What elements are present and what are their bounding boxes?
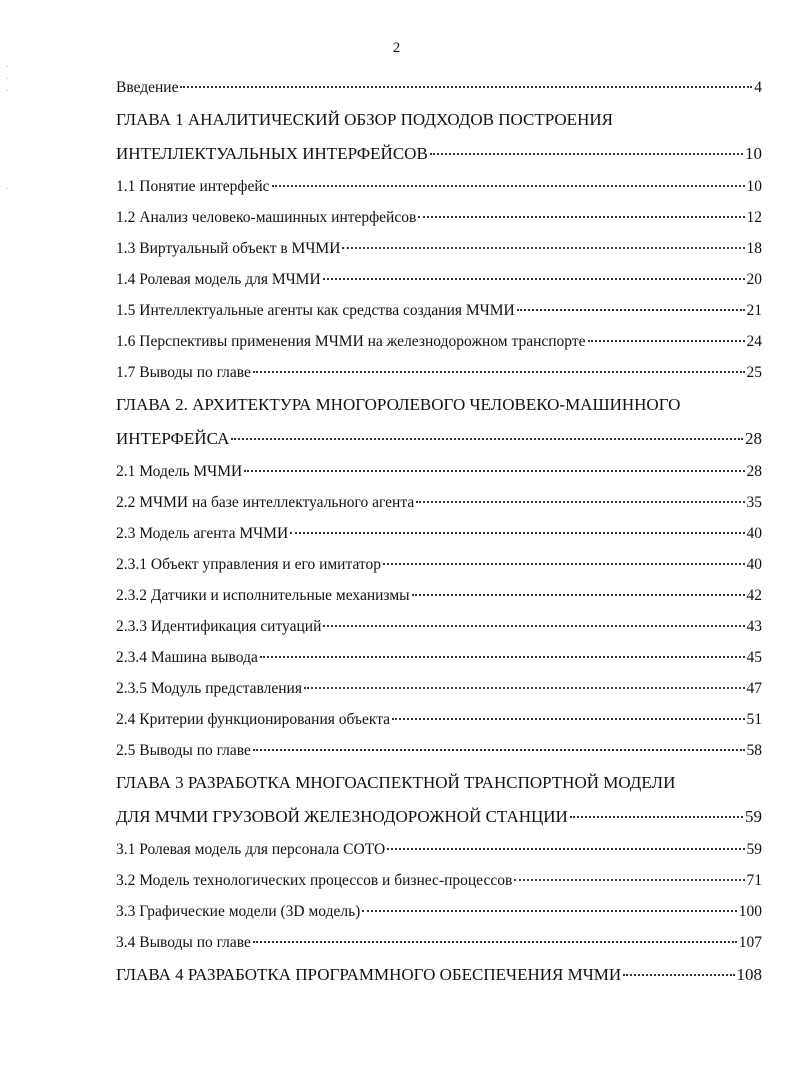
toc-entry-title: ИНТЕЛЛЕКТУАЛЬНЫХ ИНТЕРФЕЙСОВ <box>116 144 428 163</box>
toc-page-number: 108 <box>736 965 762 984</box>
toc-dot-leader <box>180 84 752 88</box>
toc-dot-leader <box>623 972 734 976</box>
toc-dot-leader <box>323 276 745 280</box>
toc-entry[interactable] <box>116 673 762 704</box>
toc-entry-title: 1.3 Виртуальный объект в МЧМИ <box>116 240 341 257</box>
toc-dot-leader <box>570 814 743 818</box>
toc-page-number: 107 <box>738 934 762 951</box>
toc-entry[interactable] <box>116 264 762 295</box>
toc-entry[interactable] <box>116 735 762 766</box>
toc-dot-leader <box>342 245 744 249</box>
scan-margin-mark: · <box>6 87 9 95</box>
toc-dot-leader <box>383 561 745 565</box>
toc-page-number: 40 <box>746 556 762 573</box>
toc-page-number: 18 <box>746 240 762 257</box>
toc-entry-title: 2.3.5 Модуль представления <box>116 680 302 697</box>
toc-entry-title: 1.6 Перспективы применения МЧМИ на железнодорожном транспорте <box>116 333 586 350</box>
toc-dot-leader <box>290 530 744 534</box>
toc-entry-title: ГЛАВА 4 РАЗРАБОТКА ПРОГРАММНОГО ОБЕСПЕЧЕНИЯ МЧМИ <box>116 965 622 984</box>
toc-dot-leader <box>244 468 744 472</box>
toc-page-number: 10 <box>746 178 762 195</box>
toc-page-number: 21 <box>746 302 762 319</box>
toc-entry-title: 3.3 Графические модели (3D модель) <box>116 903 361 920</box>
toc-entry-title: 1.7 Выводы по главе <box>116 364 251 381</box>
toc-entry-title: 2.3.2 Датчики и исполнительные механизмы <box>116 587 410 604</box>
toc-page-number: 28 <box>746 463 762 480</box>
toc-entry-title: 2.4 Критерии функционирования объекта <box>116 711 391 728</box>
toc-entry[interactable] <box>116 704 762 735</box>
toc-entry-title: 1.1 Понятие интерфейс <box>116 178 270 195</box>
toc-entry-title: 2.2 МЧМИ на базе интеллектуального агента <box>116 494 415 511</box>
scan-margin-mark: · <box>6 63 9 71</box>
table-of-contents <box>116 72 762 992</box>
toc-entry[interactable] <box>116 927 762 958</box>
toc-entry-title: 2.3.3 Идентификация ситуаций <box>116 618 322 635</box>
toc-dot-leader <box>253 747 745 751</box>
toc-page-number: 59 <box>745 807 762 826</box>
toc-entry-title: 2.3.1 Объект управления и его имитатор <box>116 556 381 573</box>
toc-page-number: 24 <box>746 333 762 350</box>
toc-entry[interactable] <box>116 202 762 233</box>
toc-entry[interactable] <box>116 357 762 388</box>
toc-chapter-entry[interactable] <box>116 137 762 171</box>
toc-entry-title: 2.5 Выводы по главе <box>116 742 251 759</box>
toc-entry[interactable] <box>116 896 762 927</box>
toc-page-number: 42 <box>746 587 762 604</box>
toc-entry[interactable] <box>116 549 762 580</box>
toc-entry[interactable] <box>116 865 762 896</box>
toc-dot-leader <box>392 716 744 720</box>
toc-entry[interactable] <box>116 642 762 673</box>
toc-dot-leader <box>253 939 737 943</box>
toc-entry-title: 1.2 Анализ человеко-машинных интерфейсов <box>116 209 417 226</box>
toc-page-number: 25 <box>746 364 762 381</box>
toc-page-number: 100 <box>738 903 762 920</box>
toc-chapter-entry[interactable] <box>116 800 762 834</box>
toc-page-number: 58 <box>746 742 762 759</box>
page-number: 2 <box>392 40 401 56</box>
toc-entry[interactable] <box>116 456 762 487</box>
toc-entry-title: Введение <box>116 79 179 96</box>
toc-dot-leader <box>416 499 744 503</box>
toc-page-number: 51 <box>746 711 762 728</box>
toc-entry[interactable] <box>116 518 762 549</box>
toc-entry[interactable] <box>116 233 762 264</box>
toc-entry[interactable] <box>116 326 762 357</box>
toc-page-number: 10 <box>745 144 762 163</box>
toc-dot-leader <box>412 592 745 596</box>
toc-entry-title: 3.4 Выводы по главе <box>116 934 251 951</box>
toc-dot-leader <box>387 846 744 850</box>
toc-page-number: 59 <box>746 841 762 858</box>
toc-dot-leader <box>430 151 743 155</box>
toc-dot-leader <box>362 908 736 912</box>
toc-page-number: 12 <box>746 209 762 226</box>
toc-page-number: 71 <box>746 872 762 889</box>
toc-dot-leader <box>253 369 745 373</box>
toc-entry-title: ДЛЯ МЧМИ ГРУЗОВОЙ ЖЕЛЕЗНОДОРОЖНОЙ СТАНЦИИ <box>116 807 568 826</box>
toc-page-number: 35 <box>746 494 762 511</box>
toc-chapter-heading: ГЛАВА 1 АНАЛИТИЧЕСКИЙ ОБЗОР ПОДХОДОВ ПОСТРОЕНИЯ <box>116 110 613 129</box>
toc-entry[interactable] <box>116 72 762 103</box>
toc-entry[interactable] <box>116 487 762 518</box>
toc-dot-leader <box>272 183 745 187</box>
toc-entry-title: 3.1 Ролевая модель для персонала СОТО <box>116 841 386 858</box>
toc-chapter-heading: ГЛАВА 2. АРХИТЕКТУРА МНОГОРОЛЕВОГО ЧЕЛОВЕКО-МАШИННОГО <box>116 395 681 414</box>
toc-entry-title: ИНТЕРФЕЙСА <box>116 429 230 448</box>
toc-entry[interactable] <box>116 580 762 611</box>
toc-dot-leader <box>304 685 745 689</box>
toc-page-number: 4 <box>754 79 762 96</box>
toc-entry[interactable] <box>116 295 762 326</box>
toc-page-number: 40 <box>746 525 762 542</box>
toc-dot-leader <box>260 654 745 658</box>
toc-entry-title: 2.3.4 Машина вывода <box>116 649 258 666</box>
toc-dot-leader <box>588 338 745 342</box>
toc-entry-title: 3.2 Модель технологических процессов и бизнес-процессов <box>116 872 513 889</box>
toc-page-number: 45 <box>746 649 762 666</box>
toc-page-number: 43 <box>746 618 762 635</box>
scan-margin-mark: · <box>6 75 9 83</box>
toc-entry-title: 1.5 Интеллектуальные агенты как средства создания МЧМИ <box>116 302 515 319</box>
scan-margin-mark: · <box>6 185 9 193</box>
toc-entry-title: 1.4 Ролевая модель для МЧМИ <box>116 271 321 288</box>
toc-entry[interactable] <box>116 834 762 865</box>
toc-chapter-entry[interactable] <box>116 958 762 992</box>
toc-entry[interactable] <box>116 611 762 642</box>
toc-dot-leader <box>517 307 745 311</box>
toc-entry-title: 2.3 Модель агента МЧМИ <box>116 525 289 542</box>
toc-entry-title: 2.1 Модель МЧМИ <box>116 463 243 480</box>
toc-chapter-heading: ГЛАВА 3 РАЗРАБОТКА МНОГОАСПЕКТНОЙ ТРАНСПОРТНОЙ МОДЕЛИ <box>116 773 676 792</box>
toc-entry[interactable] <box>116 171 762 202</box>
toc-page-number: 47 <box>746 680 762 697</box>
toc-dot-leader <box>231 436 743 440</box>
toc-chapter-entry[interactable] <box>116 422 762 456</box>
toc-dot-leader <box>514 877 744 881</box>
toc-dot-leader <box>418 214 744 218</box>
toc-page-number: 28 <box>745 429 762 448</box>
toc-dot-leader <box>323 623 744 627</box>
toc-page-number: 20 <box>746 271 762 288</box>
